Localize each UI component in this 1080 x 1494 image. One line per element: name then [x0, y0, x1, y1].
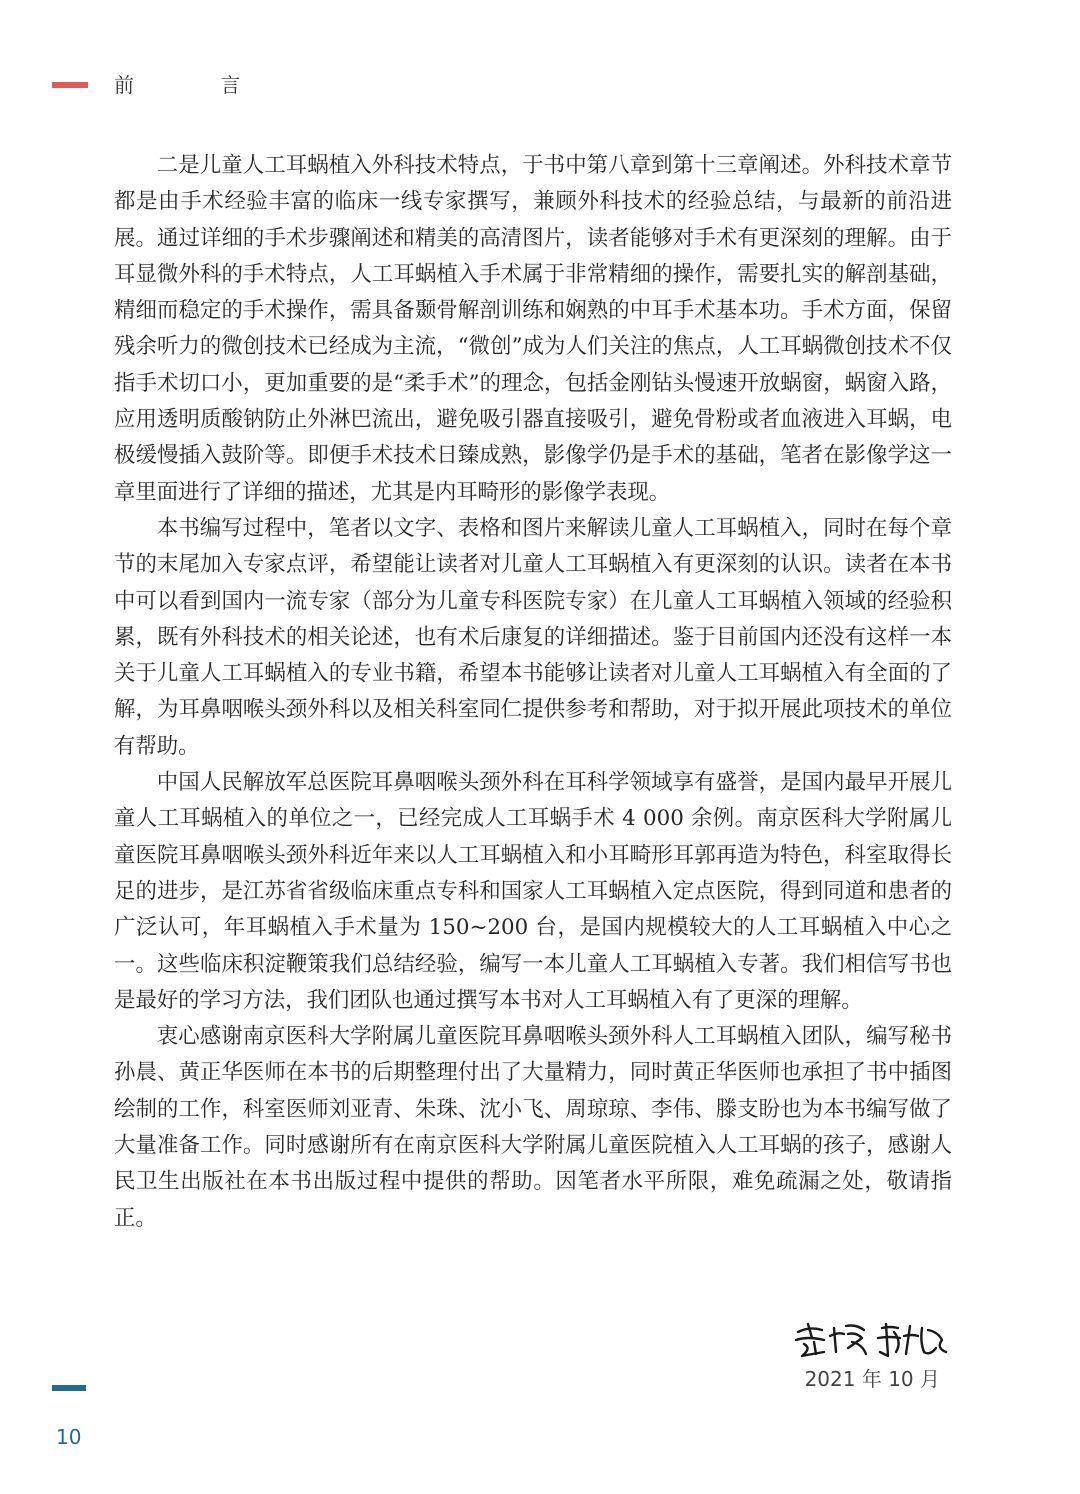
signature-date: 2021 年 10 月 [804, 1367, 940, 1391]
paragraph-3: 中国人民解放军总医院耳鼻咽喉头颈外科在耳科学领域享有盛誉，是国内最早开展儿童人工耳蜗植入的单位之一，已经完成人工耳蜗手术 4 000 余例。南京医科大学附属儿童医院耳鼻咽喉头颈外科近年来以人工耳蜗植入和小耳畸形耳郭再造为特色，科室取得长足的进步，是江苏省省级临床重点专科和国家人工耳蜗植入定点医院，得到同道和患者的广泛认可，年耳蜗植入手术量为 150~200 台，是国内规模较大的人工耳蜗植入中心之一。这些临床积淀鞭策我们总结经验，编写一本儿童人工耳蜗植入专著。我们相信写书也是最好的学习方法，我们团队也通过撰写本书对人工耳蜗植入有了更深的理解。 [114, 770, 952, 1013]
paragraph-1: 二是儿童人工耳蜗植入外科技术特点，于书中第八章到第十三章阐述。外科技术章节都是由手术经验丰富的临床一线专家撰写，兼顾外科技术的经验总结，与最新的前沿进展。通过详细的手术步骤阐述和精美的高清图片，读者能够对手术有更深刻的理解。由于耳显微外科的手术特点，人工耳蜗植入手术属于非常精细的操作，需要扎实的解剖基础，精细而稳定的手术操作，需具备颞骨解剖训练和娴熟的中耳手术基本功。手术方面，保留残余听力的微创技术已经成为主流，“微创”成为人们关注的焦点，人工耳蜗微创技术不仅指手术切口小，更加重要的是“柔手术”的理念，包括金刚钻头慢速开放蜗窗，蜗窗入路，应用透明质酸钠防止外淋巴流出，避免吸引器直接吸引，避免骨粉或者血液进入耳蜗，电极缓慢插入鼓阶等。即便手术技术日臻成熟，影像学仍是手术的基础，笔者在影像学这一章里面进行了详细的描述，尤其是内耳畸形的影像学表现。 [114, 153, 952, 505]
page-title: 前 言 [114, 73, 281, 97]
handwritten-signature [790, 1318, 950, 1362]
page-number: 10 [56, 1425, 82, 1449]
footer-accent-bar [52, 1385, 86, 1391]
paragraph-2: 本书编写过程中，笔者以文字、表格和图片来解读儿童人工耳蜗植入，同时在每个章节的末尾加入专家点评，希望能让读者对儿童人工耳蜗植入有更深刻的认识。读者在本书中可以看到国内一流专家（部分为儿童专科医院专家）在儿童人工耳蜗植入领域的经验积累，既有外科技术的相关论述，也有术后康复的详细描述。鉴于目前国内还没有这样一本关于儿童人工耳蜗植入的专业书籍，希望本书能够让读者对儿童人工耳蜗植入有全面的了解，为耳鼻咽喉头颈外科以及相关科室同仁提供参考和帮助，对于拟开展此项技术的单位有帮助。 [114, 515, 952, 759]
preface-body [114, 148, 952, 1237]
header-accent-bar [52, 82, 88, 88]
paragraph-4: 衷心感谢南京医科大学附属儿童医院耳鼻咽喉头颈外科人工耳蜗植入团队，编写秘书孙晨、黄正华医师在本书的后期整理付出了大量精力，同时黄正华医师也承担了书中插图绘制的工作，科室医师刘亚青、朱珠、沈小飞、周琼琼、李伟、滕支盼也为本书编写做了大量准备工作。同时感谢所有在南京医科大学附属儿童医院植入人工耳蜗的孩子，感谢人民卫生出版社在本书出版过程中提供的帮助。因笔者水平所限，难免疏漏之处，敬请指正。 [114, 1024, 952, 1231]
